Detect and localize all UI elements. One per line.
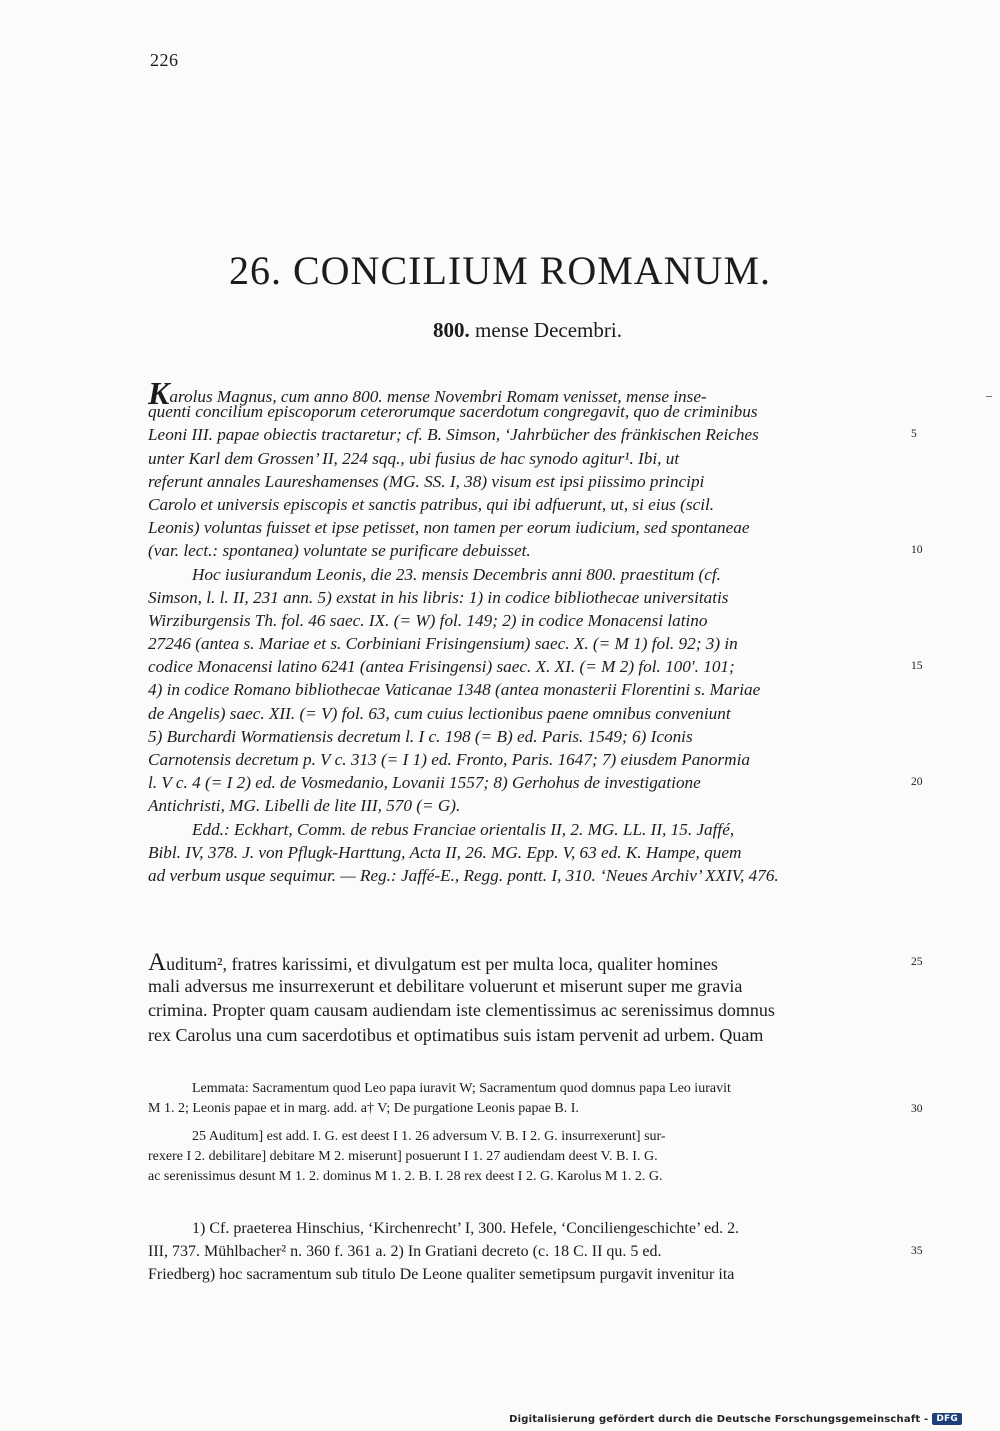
intro-line-text <box>148 400 758 423</box>
apparatus-line-text <box>148 1127 666 1147</box>
intro-text: Simson, l. l. II, 231 ann. 5) exstat in his libris: 1) in codice bibliothecae universitatis <box>148 587 729 607</box>
footnotes <box>148 1217 923 1286</box>
apparatus-text: ac serenissimus desunt M 1. 2. dominus M 1. 2. B. I. 28 rex deest I 2. G. Karolus M 1. 2. G. <box>148 1169 663 1184</box>
line-number: 30 <box>911 1103 923 1115</box>
intro-line <box>148 655 923 678</box>
intro-text: 27246 (antea s. Mariae et s. Corbiniani Frisingensium) saec. X. (= M 1) fol. 92; 3) in <box>148 634 738 654</box>
apparatus-line <box>148 1079 902 1099</box>
intro-text: Leonis) voluntas fuisset et ipse petisset, non tamen per eorum iudicium, sed spontaneae <box>148 518 750 538</box>
line-number: 20 <box>911 776 923 789</box>
initial-letter: A <box>148 949 167 976</box>
intro-line-text <box>148 493 714 516</box>
intro-text: Wirziburgensis Th. fol. 46 saec. IX. (= W) fol. 149; 2) in codice Monacensi latino <box>148 610 708 630</box>
intro-line <box>148 423 917 446</box>
intro-line <box>148 632 902 655</box>
intro-line <box>148 794 902 817</box>
intro-line-text <box>148 725 693 748</box>
edge-mark <box>986 396 992 397</box>
apparatus-line <box>148 1099 923 1119</box>
footnotes-text: Friedberg) hoc sacramentum sub titulo De Leone qualiter semetipsum purgavit invenitur ita <box>148 1266 735 1283</box>
intro-line <box>148 725 902 748</box>
intro-line-text <box>148 470 704 493</box>
footnotes-line-text <box>148 1263 734 1286</box>
footnotes-text: 1) Cf. praeterea Hinschius, ‘Kirchenrecht’ I, 300. Hefele, ‘Conciliengeschichte’ ed. 2. <box>192 1220 740 1237</box>
subtitle-text: mense Decembri. <box>475 318 622 342</box>
main-line-text <box>148 974 742 998</box>
apparatus-line-text <box>148 1167 662 1187</box>
main-text: crimina. Propter quam causam audiendam iste clementissimus ac serenissimus domnus <box>148 1000 775 1021</box>
main-line <box>148 998 902 1022</box>
intro-text: Hoc iusiurandum Leonis, die 23. mensis Decembris anni 800. praestitum (cf. <box>192 564 721 584</box>
intro-text: 4) in codice Romano bibliothecae Vaticanae 1348 (antea monasterii Florentini s. Mariae <box>148 680 761 700</box>
intro-line <box>148 493 902 516</box>
intro-text: Leoni III. papae obiectis tractaretur; cf. B. Simson, ‘Jahrbücher des fränkischen Reiches <box>148 425 759 445</box>
intro-text: Bibl. IV, 378. J. von Pflugk-Harttung, Acta II, 26. MG. Epp. V, 63 ed. K. Hampe, quem <box>148 842 742 862</box>
intro-line <box>148 470 902 493</box>
intro-text: Carolo et universis episcopis et sanctis patribus, qui ibi adfuerunt, ut, si eius (scil. <box>148 494 715 514</box>
apparatus-text: 25 Auditum] est add. I. G. est deest I 1. 26 adversum V. B. I 2. G. insurrexerunt] sur- <box>192 1129 666 1144</box>
intro-line <box>148 586 902 609</box>
apparatus-text: Lemmata: Sacramentum quod Leo papa iuravit W; Sacramentum quod domnus papa Leo iuravit <box>192 1081 731 1096</box>
intro-line-text <box>148 516 750 539</box>
intro-line <box>148 841 902 864</box>
page-number: 226 <box>150 50 179 70</box>
intro-line-text <box>148 771 701 794</box>
line-number: 35 <box>911 1245 923 1257</box>
main-line-text <box>148 1023 763 1047</box>
block-gap <box>148 1119 902 1127</box>
line-number: 25 <box>911 956 923 968</box>
footnotes-line <box>148 1240 923 1263</box>
intro-line-text <box>148 609 707 632</box>
intro-text: de Angelis) saec. XII. (= V) fol. 63, cum cuius lectionibus paene omnibus conveniunt <box>148 703 731 723</box>
intro-line-text <box>148 841 741 864</box>
main-line-text <box>148 998 775 1022</box>
intro-text: Carnotensis decretum p. V c. 313 (= I 1) ed. Fronto, Paris. 1647; 7) eiusdem Panormia <box>148 750 750 769</box>
subtitle-year: 800. <box>433 318 470 342</box>
main-text: rex Carolus una cum sacerdotibus et optimatibus suis istam pervenit ad urbem. Quam <box>148 1024 764 1045</box>
intro-line-text <box>148 678 760 701</box>
intro-text: quenti concilium episcoporum ceterorumque sacerdotum congregavit, quo de criminibus <box>148 402 758 422</box>
intro-line-text <box>148 655 735 678</box>
intro-line-text <box>148 539 531 562</box>
intro-line <box>148 539 923 562</box>
intro-line-text <box>148 748 750 771</box>
footnotes-text: III, 737. Mühlbacher² n. 360 f. 361 a. 2) In Gratiani decreto (c. 18 C. II qu. 5 ed. <box>148 1243 662 1260</box>
intro-line-text <box>148 818 734 841</box>
intro-text: referunt annales Laureshamenses (MG. SS. I, 38) visum est ipsi piissimo principi <box>148 471 705 491</box>
intro-text: arolus Magnus, cum anno 800. mense Novembri Romam venisset, mense inse- <box>169 387 707 406</box>
footnotes-line <box>148 1217 902 1240</box>
introduction-text <box>148 375 923 887</box>
main-text: uditum², fratres karissimi, et divulgatum est per multa loca, qualiter homines <box>166 954 718 974</box>
critical-apparatus <box>148 1079 923 1187</box>
intro-text: ad verbum usque sequimur. — Reg.: Jaffé-E., Regg. pontt. I, 310. ‘Neues Archiv’ XXIV, 476. <box>148 865 779 885</box>
credit-text: Digitalisierung gefördert durch die Deutsche Forschungsgemeinschaft - <box>509 1413 929 1425</box>
apparatus-line <box>148 1127 902 1147</box>
intro-line <box>148 375 902 411</box>
intro-line-text <box>148 794 460 817</box>
line-number: 10 <box>911 544 923 557</box>
footnotes-line-text <box>148 1240 662 1263</box>
intro-line <box>148 609 902 632</box>
intro-text: codice Monacensi latino 6241 (antea Frisingensi) saec. X. XI. (= M 2) fol. 100′. 101; <box>148 657 735 677</box>
dfg-logo: DFG <box>932 1413 962 1425</box>
main-text: mali adversus me insurrexerunt et debilitare voluerunt et miserunt super me gravia <box>148 976 743 997</box>
intro-line <box>148 563 902 586</box>
intro-line-text <box>148 563 721 586</box>
page-title: 26. CONCILIUM ROMANUM. <box>228 248 772 293</box>
apparatus-text: rexere I 2. debilitare] debitare M 2. miserunt] posuerunt I 1. 27 audiendam deest V. B. I. G. <box>148 1149 658 1164</box>
main-line <box>148 949 923 976</box>
intro-line <box>148 771 923 794</box>
intro-line-text <box>148 702 731 725</box>
apparatus-line-text <box>148 1079 731 1099</box>
line-number: 15 <box>911 660 923 673</box>
main-text <box>148 949 923 1047</box>
intro-line <box>148 678 902 701</box>
intro-line <box>148 702 902 725</box>
intro-line-text <box>148 864 779 887</box>
intro-text: Edd.: Eckhart, Comm. de rebus Franciae orientalis II, 2. MG. LL. II, 15. Jaffé, <box>192 819 735 839</box>
intro-line <box>148 400 902 423</box>
initial-letter: K <box>148 375 170 411</box>
footnotes-line <box>148 1263 902 1286</box>
intro-line <box>148 748 902 771</box>
intro-line <box>148 864 902 887</box>
page-subtitle <box>0 318 1000 343</box>
apparatus-text: M 1. 2; Leonis papae et in marg. add. a† V; De purgatione Leonis papae B. I. <box>148 1101 579 1116</box>
intro-line <box>148 447 902 470</box>
apparatus-line-text <box>148 1147 658 1167</box>
intro-line <box>148 818 902 841</box>
main-line <box>148 1023 902 1047</box>
intro-text: (var. lect.: spontanea) voluntate se purificare debuisset. <box>148 541 531 561</box>
apparatus-line-text <box>148 1099 579 1119</box>
apparatus-line <box>148 1167 902 1187</box>
line-number: 5 <box>911 428 917 441</box>
apparatus-line <box>148 1147 902 1167</box>
intro-line-text <box>148 586 728 609</box>
intro-line-text <box>148 423 759 446</box>
intro-line <box>148 516 902 539</box>
intro-text: l. V c. 4 (= I 2) ed. de Vosmedanio, Lovanii 1557; 8) Gerhohus de investigatione <box>148 773 701 793</box>
main-line-text <box>148 950 718 976</box>
intro-text: unter Karl dem Grossen’ II, 224 sqq., ubi fusius de hac synodo agitur¹. Ibi, ut <box>148 448 680 468</box>
footnotes-line-text <box>148 1217 739 1240</box>
intro-line-text <box>148 447 679 470</box>
digitization-credit <box>509 1413 962 1425</box>
intro-line-text <box>148 632 738 655</box>
intro-text: Antichristi, MG. Libelli de lite III, 570 (= G). <box>148 796 461 816</box>
main-line <box>148 974 902 998</box>
intro-text: 5) Burchardi Wormatiensis decretum l. I c. 198 (= B) ed. Paris. 1549; 6) Iconis <box>148 726 693 746</box>
